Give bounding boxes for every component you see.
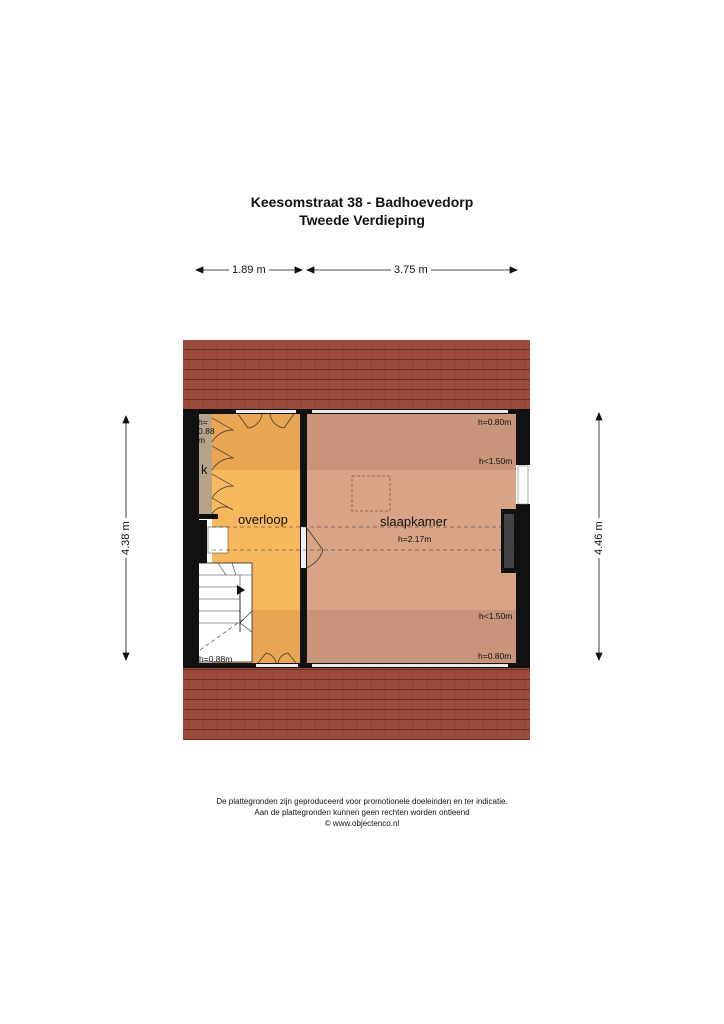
- floor-subtitle: Tweede Verdieping: [299, 212, 425, 228]
- roof-bottom: [183, 668, 530, 740]
- height-label-bed-top-low: h<1.50m: [479, 456, 513, 466]
- window-right: [518, 466, 528, 504]
- door-opening-overloop: [301, 527, 306, 568]
- disclaimer-line-1: De plattegronden zijn geproduceerd voor promotionele doeleinden en ter indicatie.: [216, 797, 508, 806]
- disclaimer-line-2: Aan de plattegronden kunnen geen rechten worden ontleend: [254, 808, 470, 817]
- dimension-top-left: 1.89 m: [229, 264, 269, 276]
- bathroom-fixture: [208, 527, 228, 553]
- dormer-window: [504, 514, 514, 568]
- room-label-k: k: [201, 462, 208, 477]
- dimension-top-right: 3.75 m: [391, 264, 431, 276]
- window-top-overloop: [236, 410, 296, 413]
- height-label-bed-bottom-edge: h=0.80m: [478, 651, 512, 661]
- height-label-stair: h=0.88m: [199, 654, 233, 664]
- disclaimer: [0, 796, 724, 829]
- opening-bottom-slaapkamer: [312, 664, 508, 667]
- plan-title: Keesomstraat 38 - Badhoevedorp: [250, 194, 474, 210]
- height-label-k-1: h=: [198, 417, 208, 427]
- room-label-overloop: overloop: [238, 512, 288, 527]
- overloop-low-band-top: [212, 414, 303, 470]
- height-label-bed-top-edge: h=0.80m: [478, 417, 512, 427]
- staircase: [195, 563, 252, 662]
- dimension-left: 4.38 m: [120, 518, 132, 558]
- dimension-right: 4.46 m: [593, 518, 605, 558]
- room-label-slaapkamer: slaapkamer: [380, 514, 448, 529]
- height-label-k-3: m: [198, 435, 206, 445]
- window-bottom-overloop: [256, 664, 298, 667]
- roof-top: [183, 340, 530, 410]
- height-label-bed-bottom-low: h<1.50m: [479, 611, 513, 621]
- copyright: © www.objectenco.nl: [324, 819, 400, 828]
- height-label-k-2: 0.88: [198, 426, 215, 436]
- height-label-bed-center: h=2.17m: [398, 534, 432, 544]
- opening-top-slaapkamer: [312, 410, 508, 413]
